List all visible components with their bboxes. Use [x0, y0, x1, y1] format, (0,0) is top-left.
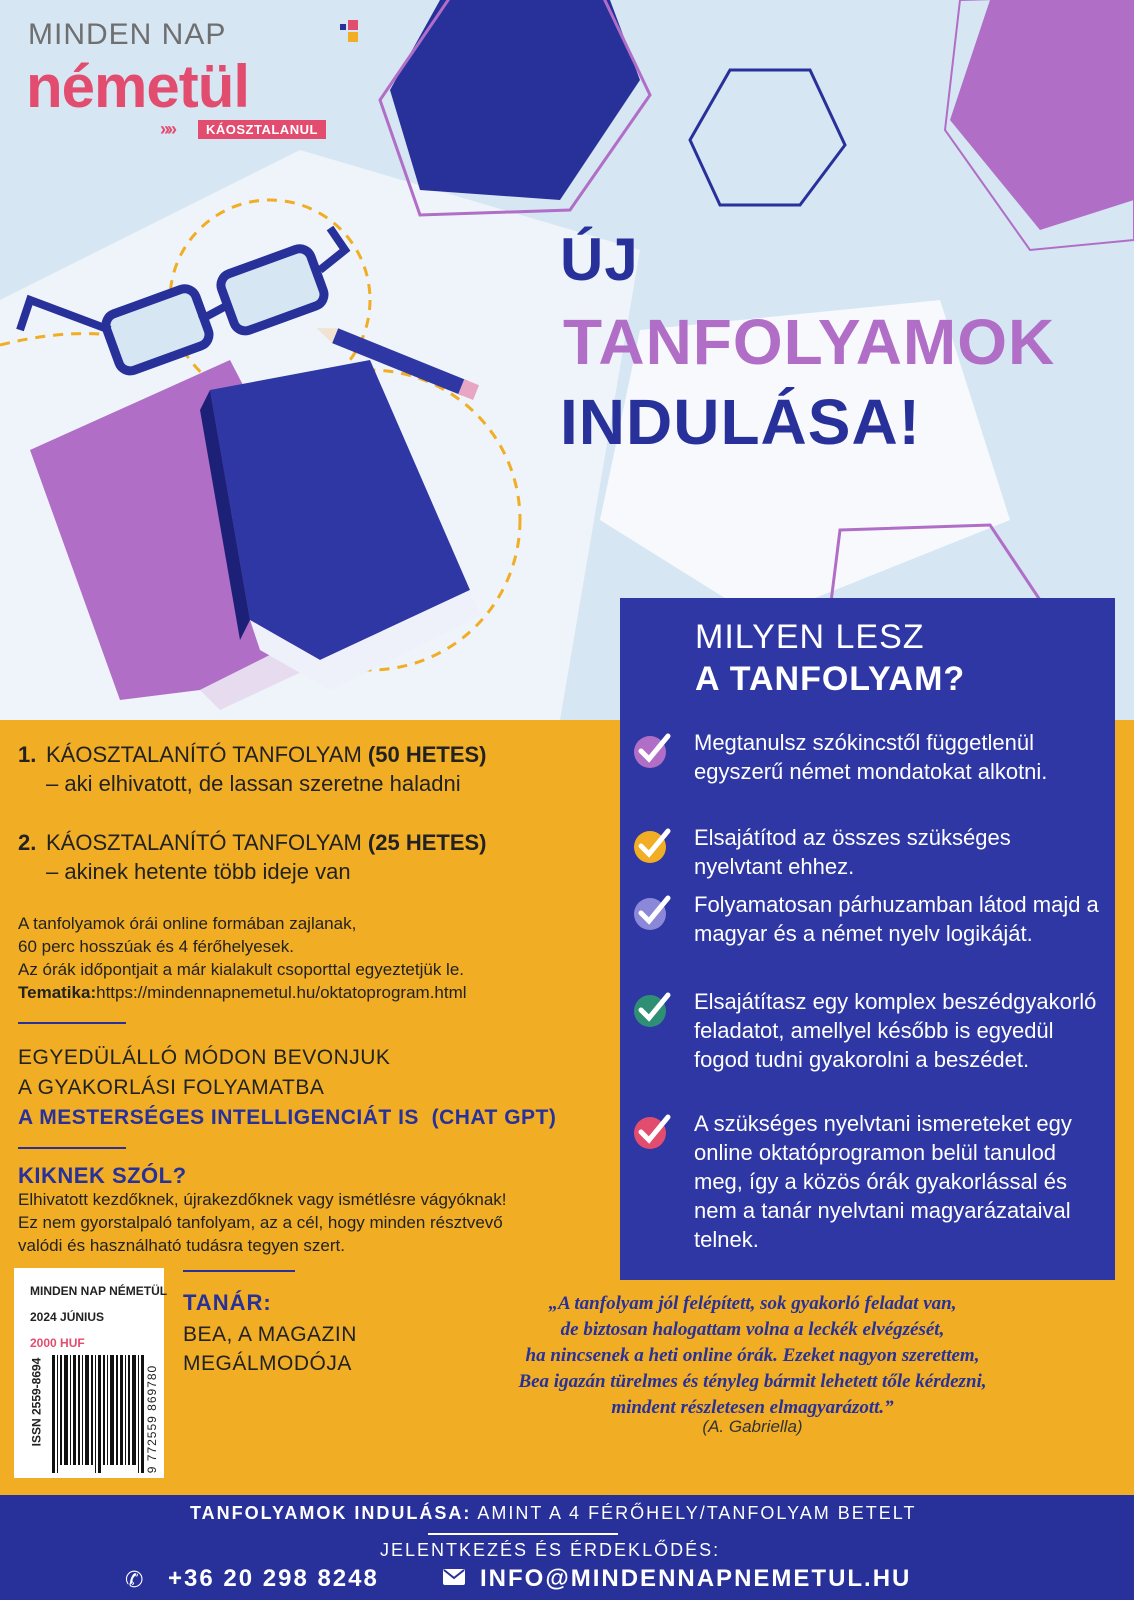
testimonial-line3: ha nincsenek a heti online órák. Ezeket nagyon szerettem, [525, 1345, 980, 1366]
feature-text: A szükséges nyelvtani ismereteket egy online oktatóprogramon belül tanulod meg, így a közös órák gyakorlással és nem a tanár nyelvtani magyarázataival telnek. [694, 1111, 1072, 1252]
tematika-line [18, 982, 467, 1004]
barcode-number: 9 772559 869780 [145, 1364, 160, 1474]
check-icon [632, 989, 672, 1029]
course-number: 2. [18, 830, 37, 855]
pricebox-price: 2000 HUF [30, 1336, 85, 1350]
course-duration: (25 HETES) [367, 830, 487, 855]
logo-line1: MINDEN NAP [28, 18, 227, 51]
audience-line2: Ez nem gyorstalpaló tanfolyam, az a cél, hogy minden résztvevő [18, 1213, 503, 1232]
start-info [190, 1503, 916, 1524]
mail-icon [443, 1569, 465, 1585]
headline-line1: ÚJ [560, 226, 639, 293]
panel-title-line2: A TANFOLYAM? [695, 660, 966, 698]
tematika-link[interactable]: https://mindennapnemetul.hu/oktatoprogram.html [96, 983, 467, 1002]
course-duration: (50 HETES) [367, 742, 487, 767]
divider [18, 1147, 126, 1149]
course-number: 1. [18, 742, 37, 767]
issn-number: ISSN 2559-8694 [29, 1357, 44, 1447]
info-line2: 60 perc hosszúak és 4 férőhelyesek. [18, 937, 294, 956]
tematika-label: Tematika: [18, 983, 97, 1002]
feature-text: Elsajátítasz egy komplex beszédgyakorló feladatot, amellyel később is egyedül fogod tudni gyakorolni a beszédet. [694, 989, 1097, 1072]
feature-text: Folyamatosan párhuzamban látod majd a magyar és a német nyelv logikáját. [694, 892, 1099, 946]
headline-line2: TANFOLYAMOK [563, 306, 1056, 378]
audience-line1: Elhivatott kezdőknek, újrakezdőknek vagy ismétlésre vágyóknak! [18, 1190, 507, 1209]
teacher-line2: MEGÁLMODÓJA [183, 1352, 352, 1375]
check-icon [632, 892, 672, 932]
teacher-heading: TANÁR: [183, 1290, 272, 1315]
logo-tagline: KÁOSZTALANUL [198, 120, 326, 139]
navy-hexagon-outline [690, 70, 845, 205]
audience-heading: KIKNEK SZÓL? [18, 1163, 187, 1188]
purple-hexagon [950, 0, 1134, 230]
feature-text: Elsajátítod az összes szükséges nyelvtant ehhez. [694, 825, 1011, 879]
course-item-2 [18, 828, 487, 886]
course-desc: – akinek hetente több ideje van [46, 859, 351, 884]
contact-label: JELENTKEZÉS ÉS ÉRDEKLŐDÉS: [380, 1540, 721, 1560]
audience-line3: valódi és használható tudásra tegyen szert. [18, 1236, 345, 1255]
start-text: AMINT A 4 FÉRŐHELY/TANFOLYAM BETELT [477, 1503, 917, 1523]
ai-line1: EGYEDÜLÁLLÓ MÓDON BEVONJUK [18, 1046, 391, 1069]
phone-number[interactable]: +36 20 298 8248 [168, 1565, 379, 1592]
testimonial-line4: Bea igazán türelmes és tényleg bármit lehetett tőle kérdezni, [518, 1371, 987, 1392]
teacher-line1: BEA, A MAGAZIN [183, 1323, 357, 1346]
testimonial-author: (A. Gabriella) [702, 1417, 803, 1436]
logo-line2: németül [26, 53, 250, 120]
check-icon [632, 825, 672, 865]
logo-arrows-icon: »» [160, 119, 175, 139]
ai-line3 [18, 1103, 556, 1132]
course-item-1 [18, 740, 487, 798]
pricebox-date: 2024 JÚNIUS [30, 1310, 105, 1324]
course-name: KÁOSZTALANÍTÓ TANFOLYAM [46, 830, 362, 855]
course-name: KÁOSZTALANÍTÓ TANFOLYAM [46, 742, 362, 767]
divider [18, 1022, 126, 1024]
phone-icon: ✆ [125, 1567, 144, 1592]
footer-divider [428, 1533, 618, 1535]
pricebox-title: MINDEN NAP NÉMETÜL [30, 1284, 168, 1298]
feature-text: Megtanulsz szókincstől függetlenül egyszerű német mondatokat alkotni. [694, 730, 1048, 784]
panel-title-line1: MILYEN LESZ [695, 618, 925, 656]
divider [183, 1270, 295, 1272]
logo-squares-icon [340, 20, 370, 50]
testimonial-line2: de biztosan halogattam volna a leckék elvégzését, [560, 1319, 945, 1340]
ai-line2: A GYAKORLÁSI FOLYAMATBA [18, 1076, 325, 1099]
check-icon [632, 1111, 672, 1151]
course-desc: – aki elhivatott, de lassan szeretne haladni [46, 771, 461, 796]
ai-highlight: A MESTERSÉGES INTELLIGENCIÁT IS [18, 1106, 419, 1129]
email-address[interactable]: INFO@MINDENNAPNEMETUL.HU [480, 1565, 912, 1592]
ai-chatgpt: (CHAT GPT) [431, 1106, 557, 1129]
start-label: TANFOLYAMOK INDULÁSA: [190, 1503, 472, 1523]
testimonial-line1: „A tanfolyam jól felépített, sok gyakorló feladat van, [548, 1293, 957, 1314]
info-line1: A tanfolyamok órái online formában zajlanak, [18, 914, 357, 933]
info-line3: Az órák időpontjait a már kialakult csoporttal egyeztetjük le. [18, 960, 465, 979]
check-icon [632, 730, 672, 770]
barcode [50, 1355, 160, 1473]
testimonial-line5: mindent részletesen elmagyarázott.” [611, 1397, 894, 1418]
headline-line3: INDULÁSA! [560, 386, 921, 458]
